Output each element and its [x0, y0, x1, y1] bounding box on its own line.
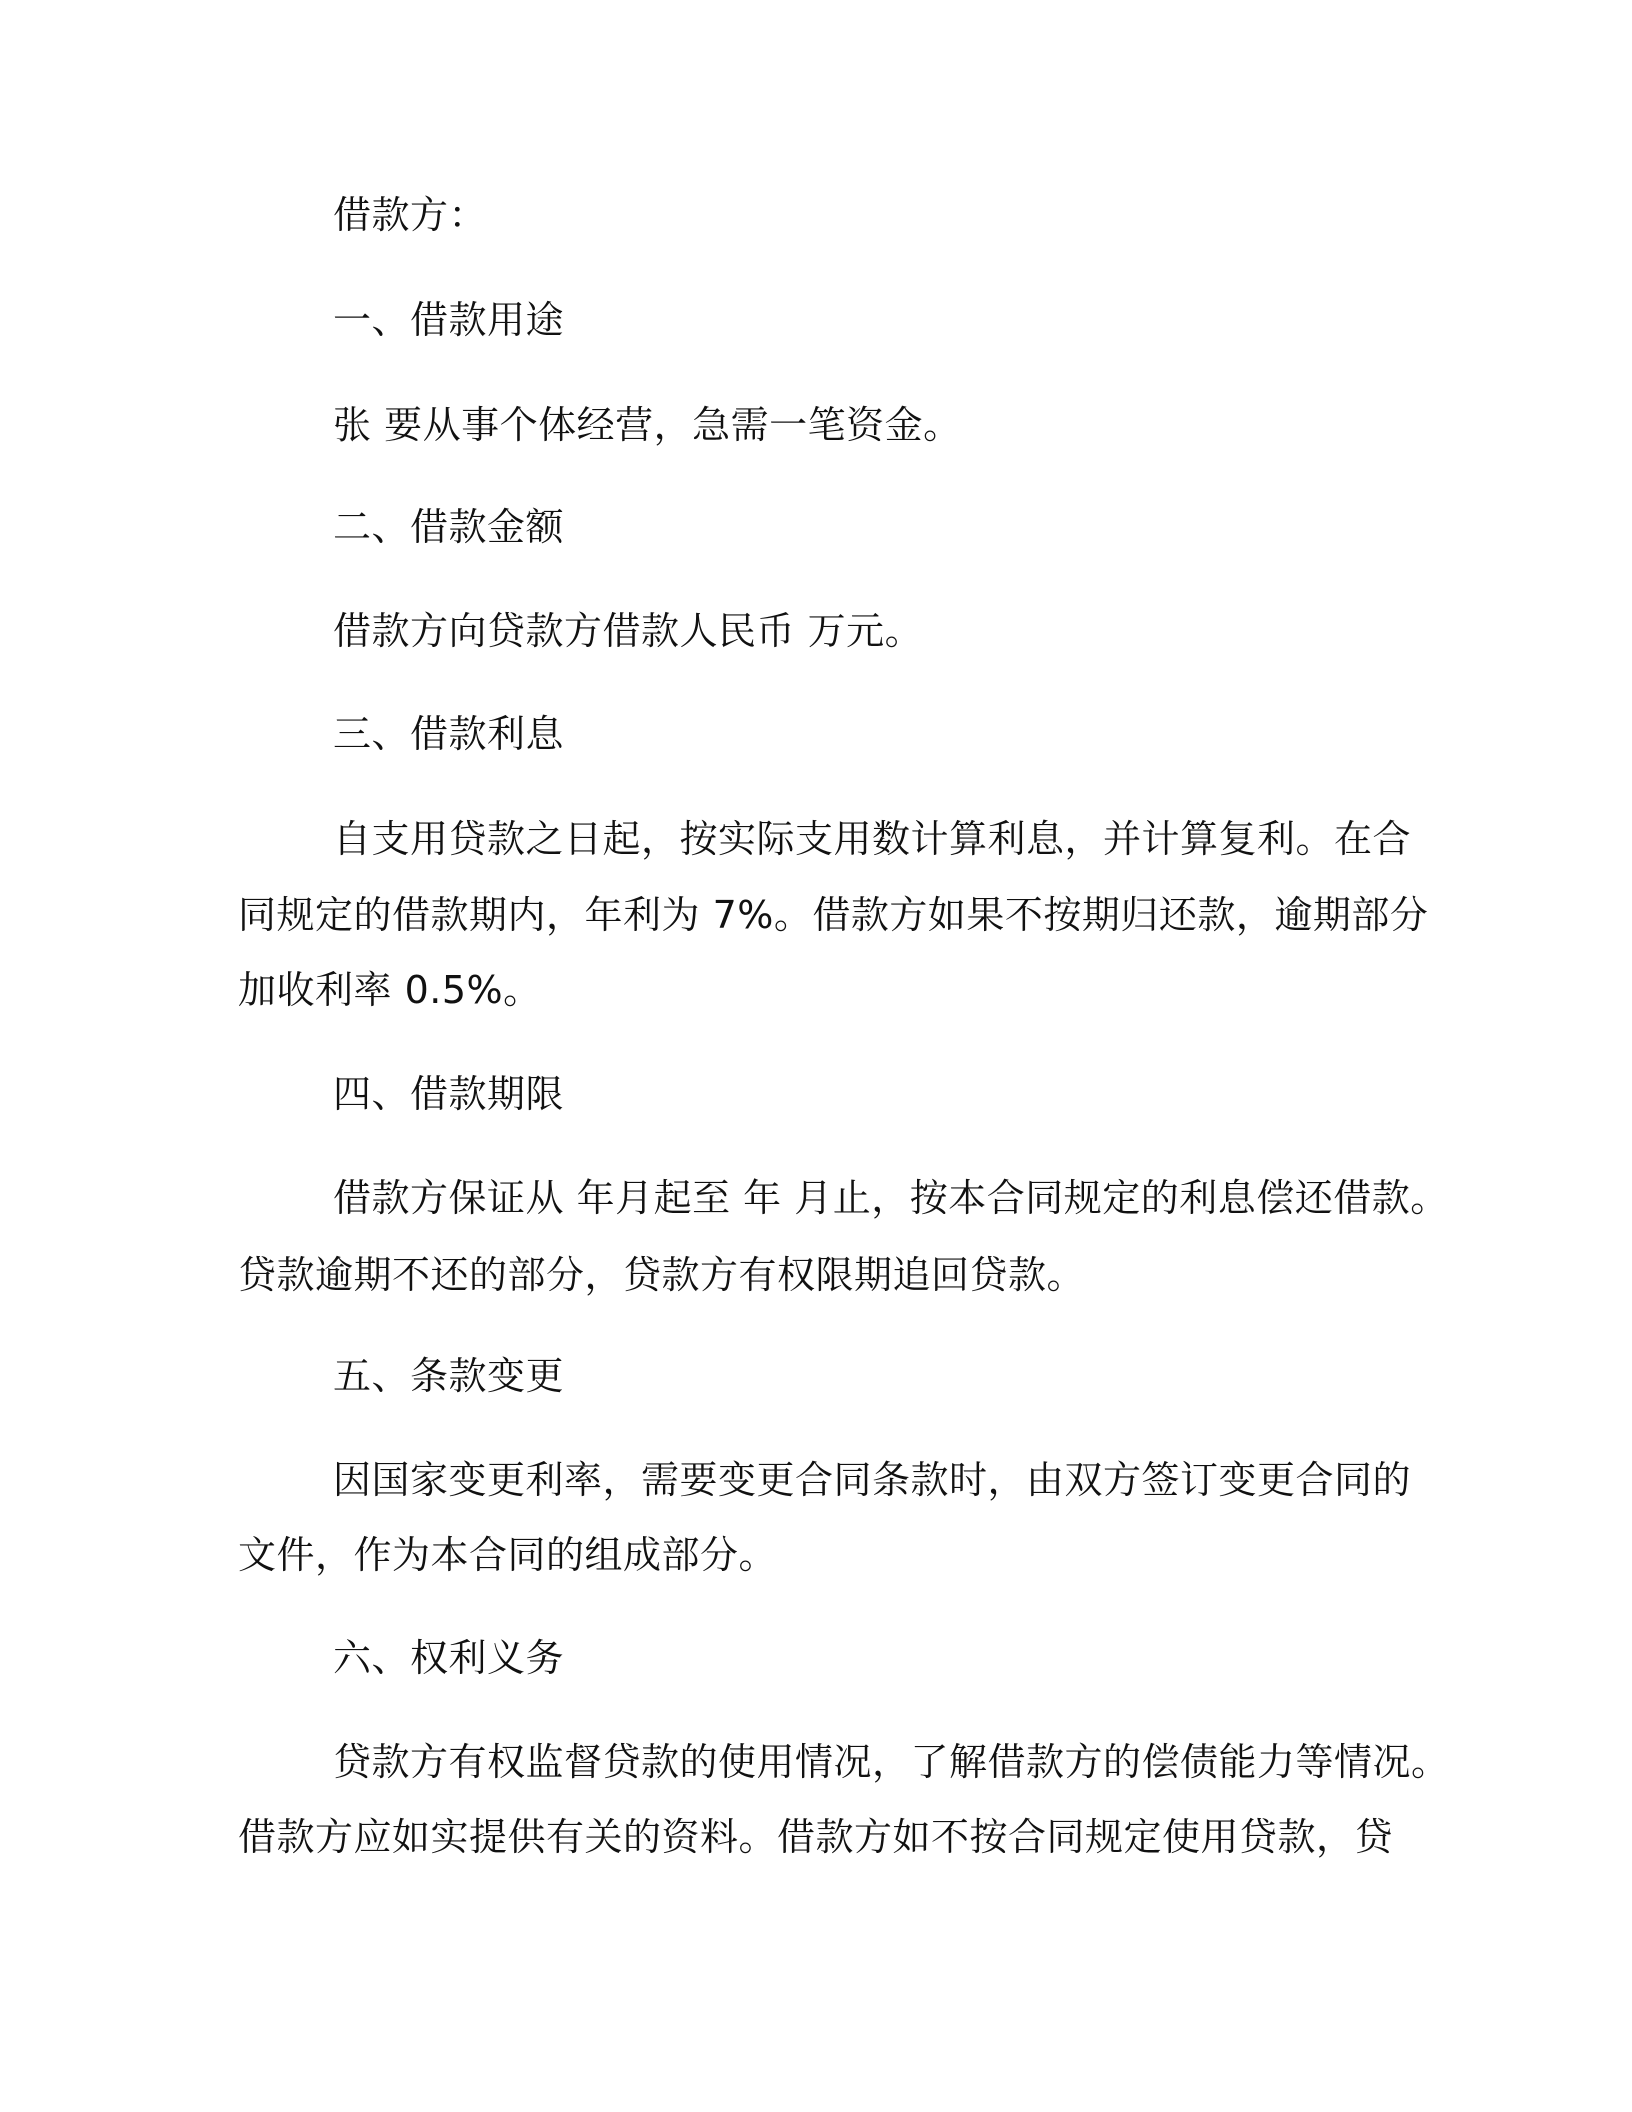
- section-heading-amount: 二、借款金额: [333, 505, 565, 549]
- party-line: 借款方：: [333, 193, 488, 237]
- section-text-interest-line-3: 加收利率 0.5%。: [238, 968, 542, 1012]
- section-text-rights-line-1: 贷款方有权监督贷款的使用情况，了解借款方的偿债能力等情况。: [333, 1740, 1450, 1784]
- section-heading-purpose: 一、借款用途: [333, 298, 565, 342]
- section-text-interest-line-2: 同规定的借款期内，年利为 7%。借款方如果不按期归还款，逾期部分: [238, 893, 1429, 937]
- section-text-interest-line-1: 自支用贷款之日起，按实际支用数计算利息，并计算复利。在合: [333, 817, 1412, 861]
- section-text-change-line-1: 因国家变更利率，需要变更合同条款时，由双方签订变更合同的: [333, 1458, 1412, 1502]
- section-heading-change: 五、条款变更: [333, 1354, 565, 1398]
- section-text-change-line-2: 文件，作为本合同的组成部分。: [238, 1533, 778, 1577]
- section-heading-rights: 六、权利义务: [333, 1636, 565, 1680]
- section-text-rights-line-2: 借款方应如实提供有关的资料。借款方如不按合同规定使用贷款，贷: [238, 1815, 1394, 1859]
- section-text-term-line-1: 借款方保证从 年月起至 年 月止，按本合同规定的利息偿还借款。: [333, 1176, 1449, 1220]
- section-text-purpose-line-1: 张 要从事个体经营，急需一笔资金。: [333, 403, 962, 447]
- section-heading-interest: 三、借款利息: [333, 712, 565, 756]
- section-heading-term: 四、借款期限: [333, 1072, 565, 1116]
- section-text-term-line-2: 贷款逾期不还的部分，贷款方有权限期追回贷款。: [238, 1253, 1086, 1297]
- section-text-amount-line-1: 借款方向贷款方借款人民币 万元。: [333, 609, 924, 653]
